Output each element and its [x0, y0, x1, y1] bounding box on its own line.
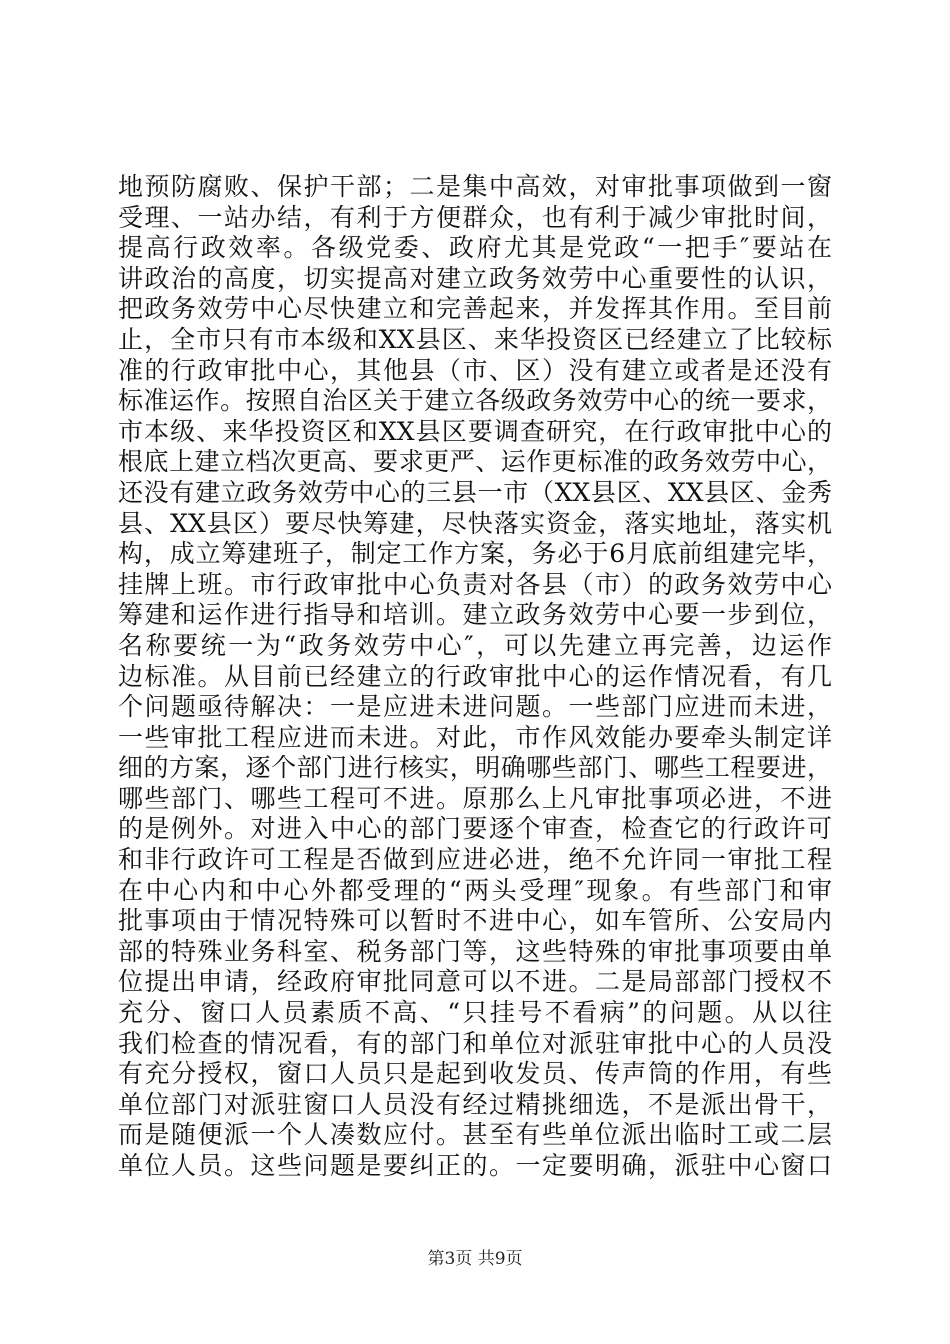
- text-line: 而是随便派一个人凑数应付。甚至有些单位派出临时工或二层: [118, 1120, 832, 1150]
- text-line: 名称要统一为“政务效劳中心″，可以先建立再完善，边运作: [118, 630, 832, 660]
- text-line: 构，成立筹建班子，制定工作方案，务必于6月底前组建完毕，: [118, 539, 832, 569]
- text-line: 个问题亟待解决：一是应进未进问题。一些部门应进而未进，: [118, 692, 832, 722]
- text-line: 一些审批工程应进而未进。对此，市作风效能办要牵头制定详: [118, 722, 832, 752]
- text-line: 部的特殊业务科室、税务部门等，这些特殊的审批事项要由单: [118, 936, 832, 966]
- text-line: 在中心内和中心外都受理的“两头受理″现象。有些部门和审: [118, 875, 832, 905]
- body-paragraph: [118, 172, 832, 1182]
- text-line: 地预防腐败、保护干部；二是集中高效，对审批事项做到一窗: [118, 172, 832, 201]
- text-line: 筹建和运作进行指导和培训。建立政务效劳中心要一步到位，: [118, 600, 832, 630]
- text-line: 准的行政审批中心，其他县（市、区）没有建立或者是还没有: [118, 355, 832, 385]
- text-line: 标准运作。按照自治区关于建立各级政务效劳中心的统一要求，: [118, 386, 832, 416]
- text-line: 把政务效劳中心尽快建立和完善起来，并发挥其作用。至目前: [118, 294, 832, 324]
- text-line: 和非行政许可工程是否做到应进必进，绝不允许同一审批工程: [118, 845, 832, 875]
- text-line: 的是例外。对进入中心的部门要逐个审查，检查它的行政许可: [118, 814, 832, 844]
- text-line: 充分、窗口人员素质不高、“只挂号不看病”的问题。从以往: [118, 998, 832, 1028]
- text-line: 挂牌上班。市行政审批中心负责对各县（市）的政务效劳中心: [118, 569, 832, 599]
- text-line: 有充分授权，窗口人员只是起到收发员、传声筒的作用，有些: [118, 1059, 832, 1089]
- text-line: 边标准。从目前已经建立的行政审批中心的运作情况看，有几: [118, 661, 832, 691]
- text-line: 受理、一站办结，有利于方便群众，也有利于减少审批时间，: [118, 202, 832, 232]
- text-line: 我们检查的情况看，有的部门和单位对派驻审批中心的人员没: [118, 1028, 832, 1058]
- text-line: 批事项由于情况特殊可以暂时不进中心，如车管所、公安局内: [118, 906, 832, 936]
- text-line: 根底上建立档次更高、要求更严、运作更标准的政务效劳中心，: [118, 447, 832, 477]
- text-line: 提高行政效率。各级党委、政府尤其是党政“一把手″要站在: [118, 233, 832, 263]
- text-line: 县、XX县区）要尽快筹建，尽快落实资金，落实地址，落实机: [118, 508, 832, 538]
- text-line: 单位人员。这些问题是要纠正的。一定要明确，派驻中心窗口: [118, 1151, 832, 1180]
- text-line: 止，全市只有市本级和XX县区、来华投资区已经建立了比较标: [118, 324, 832, 354]
- text-line: 位提出申请，经政府审批同意可以不进。二是局部部门授权不: [118, 967, 832, 997]
- text-line: 讲政治的高度，切实提高对建立政务效劳中心重要性的认识，: [118, 263, 832, 293]
- page-footer: 第3页 共9页: [427, 1249, 523, 1269]
- text-line: 市本级、来华投资区和XX县区要调查研究，在行政审批中心的: [118, 416, 832, 446]
- text-line: 哪些部门、哪些工程可不进。原那么上凡审批事项必进，不进: [118, 783, 832, 813]
- text-line: 还没有建立政务效劳中心的三县一市（XX县区、XX县区、金秀: [118, 477, 832, 507]
- text-line: 细的方案，逐个部门进行核实，明确哪些部门、哪些工程要进，: [118, 753, 832, 783]
- text-line: 单位部门对派驻窗口人员没有经过精挑细选，不是派出骨干，: [118, 1089, 832, 1119]
